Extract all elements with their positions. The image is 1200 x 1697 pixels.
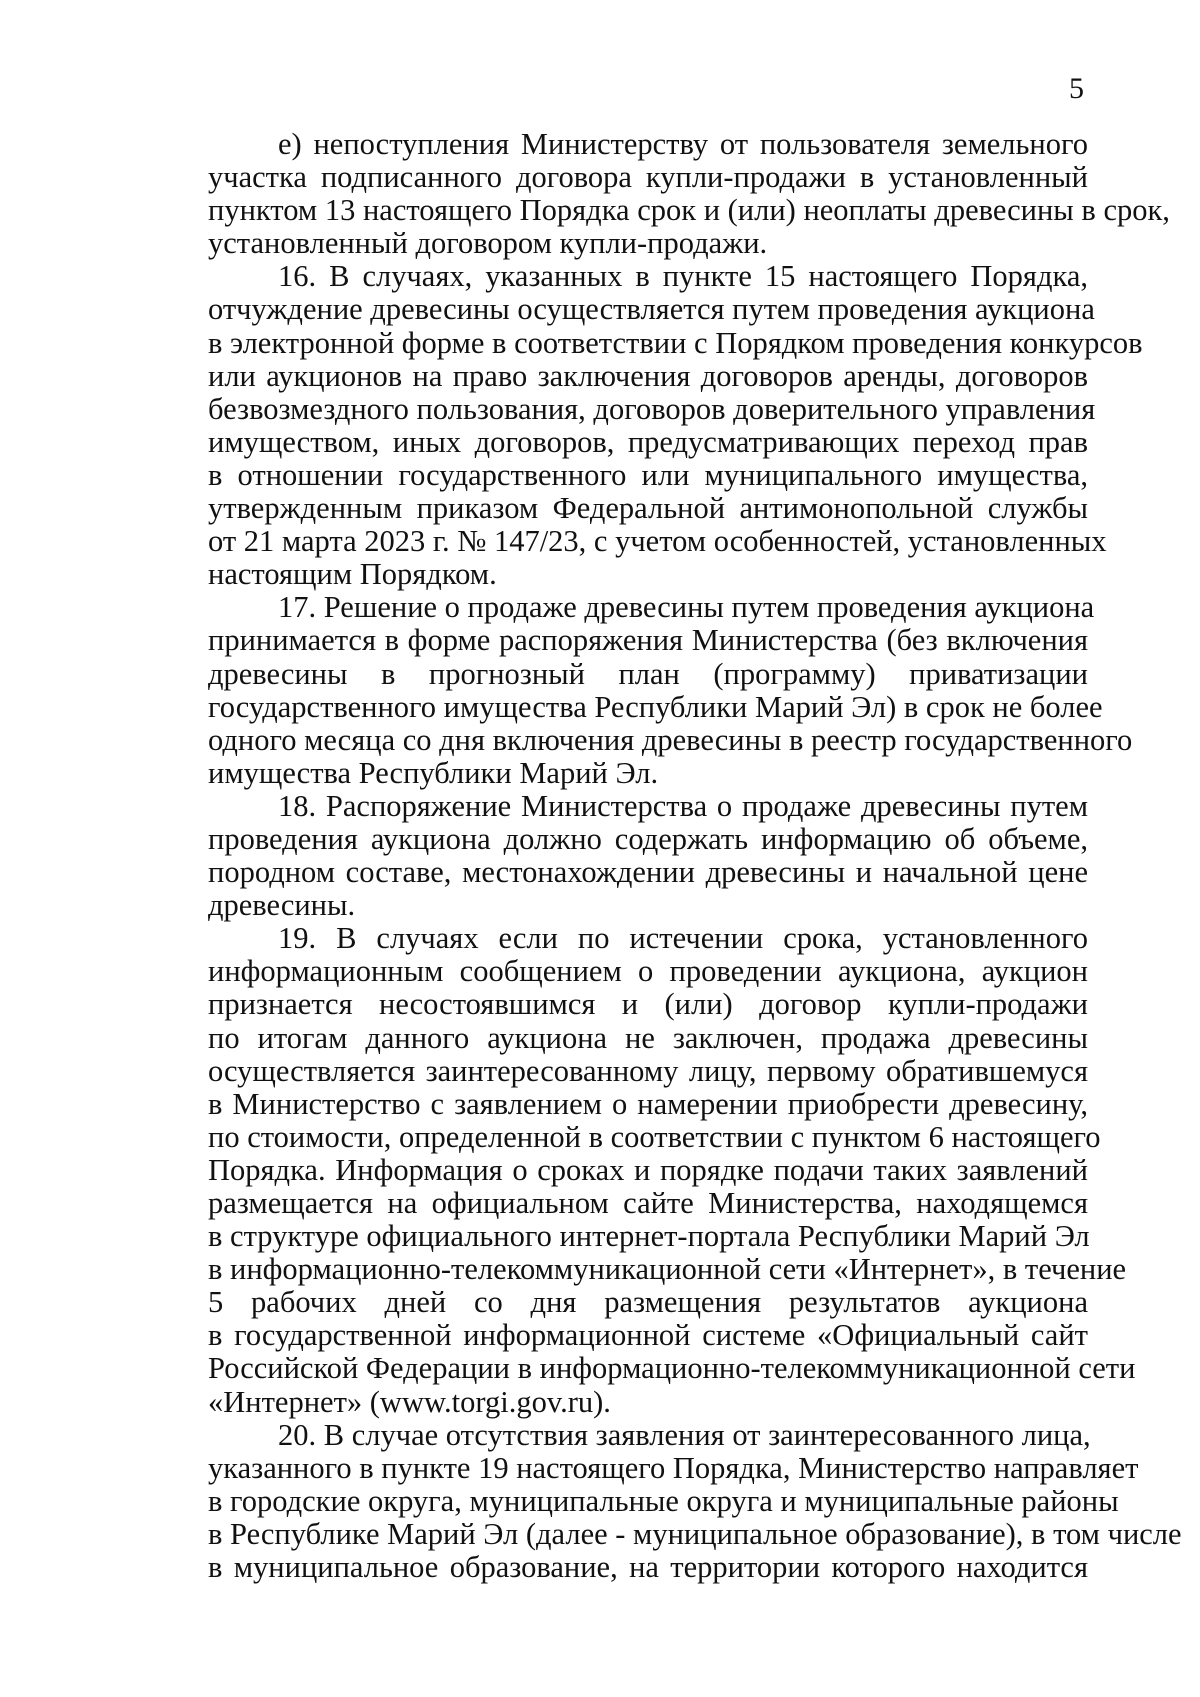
text-line: Порядка. Информация о сроках и порядке подачи таких заявлений — [208, 1152, 1088, 1187]
text-line: 20. В случае отсутствия заявления от заинтересованного лица, — [278, 1417, 1091, 1452]
text-line: в Министерство с заявлением о намерении приобрести древесину, — [208, 1086, 1088, 1121]
text-line: в структуре официального интернет-портала Республики Марий Эл — [208, 1219, 1090, 1254]
text-line: по стоимости, определенной в соответствии с пунктом 6 настоящего — [208, 1119, 1101, 1154]
text-line: отчуждение древесины осуществляется путем проведения аукциона — [208, 292, 1095, 327]
text-line: в Республике Марий Эл (далее - муниципальное образование), в том числе — [208, 1516, 1182, 1551]
text-line: по итогам данного аукциона не заключен, продажа древесины — [208, 1020, 1088, 1055]
paragraph — [208, 790, 1088, 922]
text-line: одного месяца со дня включения древесины в реестр государственного — [208, 722, 1133, 757]
text-line: проведения аукциона должно содержать информацию об объеме, — [208, 821, 1088, 856]
paragraph — [208, 921, 1136, 1419]
text-line: безвозмездного пользования, договоров доверительного управления — [208, 391, 1096, 426]
paragraph — [208, 590, 1133, 790]
paragraph — [208, 1417, 1182, 1585]
text-line: в информационно-телекоммуникационной сети «Интернет», в течение — [208, 1252, 1127, 1287]
text-line: признается несостоявшимся и (или) договор купли-продажи — [208, 987, 1088, 1022]
text-line: в муниципальное образование, на территории которого находится — [208, 1550, 1088, 1585]
text-line: 17. Решение о продаже древесины путем проведения аукциона — [278, 590, 1095, 625]
text-line: настоящим Порядком. — [208, 557, 497, 592]
text-line: 19. В случаях если по истечении срока, установленного — [278, 921, 1088, 956]
text-line: участка подписанного договора купли-продажи в установленный — [208, 160, 1088, 195]
text-line: или аукционов на право заключения договоров аренды, договоров — [208, 358, 1088, 393]
text-line: имущества Республики Марий Эл. — [208, 755, 659, 790]
text-line: от 21 марта 2023 г. № 147/23, с учетом особенностей, установленных — [208, 524, 1107, 559]
text-line: в городские округа, муниципальные округа и муниципальные районы — [208, 1483, 1119, 1518]
page-number: 5 — [1069, 72, 1084, 105]
paragraph — [208, 259, 1143, 592]
text-line: породном составе, местонахождении древесины и начальной цене — [208, 855, 1088, 890]
text-line: в электронной форме в соответствии с Порядком проведения конкурсов — [208, 325, 1143, 360]
text-line: 16. В случаях, указанных в пункте 15 настоящего Порядка, — [278, 259, 1088, 294]
paragraph — [208, 127, 1170, 261]
text-line: имуществом, иных договоров, предусматривающих переход прав — [208, 424, 1088, 459]
text-line: «Интернет» (www.torgi.gov.ru). — [208, 1384, 611, 1419]
text-line: установленный договором купли-продажи. — [208, 226, 768, 261]
text-line: 18. Распоряжение Министерства о продаже древесины путем — [278, 788, 1088, 823]
text-line: древесины. — [208, 888, 356, 923]
text-line: информационным сообщением о проведении аукциона, аукцион — [208, 954, 1088, 989]
text-line: в отношении государственного или муниципального имущества, — [208, 457, 1088, 492]
text-line: осуществляется заинтересованному лицу, первому обратившемуся — [208, 1053, 1088, 1088]
text-line: утвержденным приказом Федеральной антимонопольной службы — [208, 491, 1088, 526]
text-line: в государственной информационной системе «Официальный сайт — [208, 1318, 1088, 1353]
text-line: Российской Федерации в информационно-телекоммуникационной сети — [208, 1351, 1136, 1386]
document-body — [208, 127, 1182, 1585]
text-line: 5 рабочих дней со дня размещения результатов аукциона — [208, 1285, 1088, 1320]
text-line: пунктом 13 настоящего Порядка срок и (или) неоплаты древесины в срок, — [208, 193, 1170, 228]
text-line: е) непоступления Министерству от пользователя земельного — [278, 127, 1088, 161]
text-line: государственного имущества Республики Марий Эл) в срок не более — [208, 689, 1103, 724]
text-line: принимается в форме распоряжения Министерства (без включения — [208, 623, 1088, 658]
text-line: размещается на официальном сайте Министерства, находящемся — [208, 1186, 1088, 1220]
text-line: древесины в прогнозный план (программу) приватизации — [208, 656, 1088, 691]
text-line: указанного в пункте 19 настоящего Порядка, Министерство направляет — [208, 1450, 1139, 1485]
